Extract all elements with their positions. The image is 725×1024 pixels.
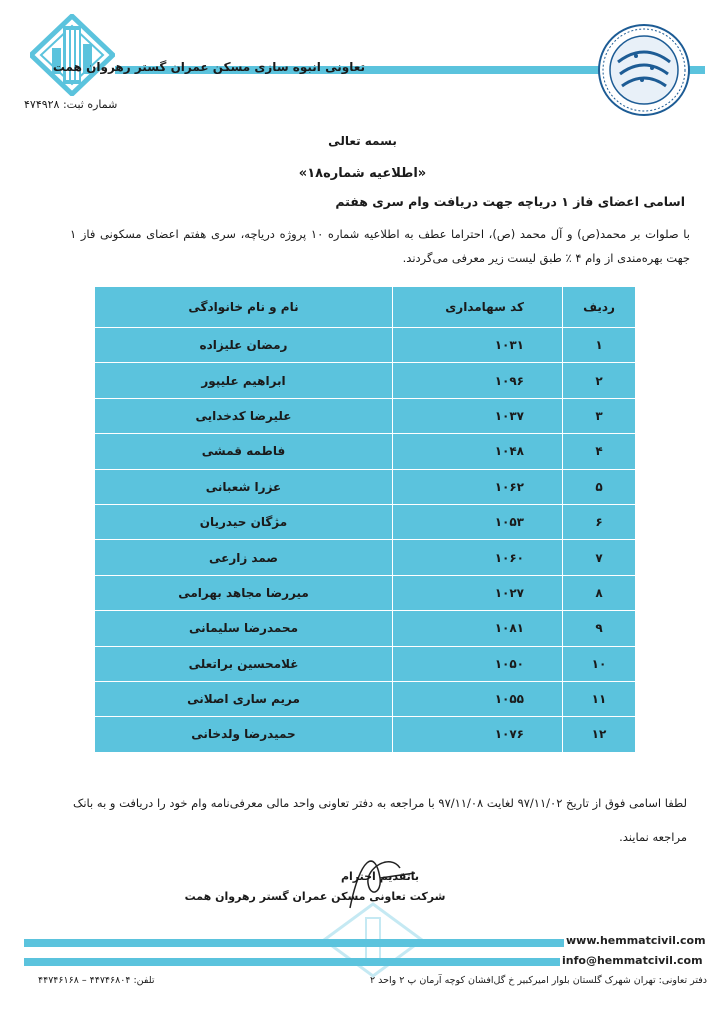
row-index: ۷ [563, 540, 636, 575]
website-link[interactable]: www.hemmatcivil.com [566, 934, 706, 947]
office-address: دفتر تعاونی: تهران شهرک گلستان بلوار امیرکبیر خ گل‌افشان کوچه آرمان پ ۲ واحد ۲ [370, 975, 707, 986]
row-code: ۱۰۳۱ [393, 328, 563, 363]
table-row [95, 611, 636, 646]
row-name: محمدرضا سلیمانی [95, 611, 393, 646]
row-name: صمد زارعی [95, 540, 393, 575]
row-name: میررضا مجاهد بهرامی [95, 575, 393, 610]
row-name: مریم ساری اصلانی [95, 681, 393, 716]
footer-accent-bar-2 [24, 958, 560, 966]
row-code: ۱۰۵۵ [393, 681, 563, 716]
table-row [95, 540, 636, 575]
row-name: حمیدرضا ولدخانی [95, 717, 393, 752]
table-header-row [95, 287, 636, 328]
table-row [95, 328, 636, 363]
table-row [95, 681, 636, 716]
table-row [95, 575, 636, 610]
row-index: ۱۱ [563, 681, 636, 716]
bismillah: بسمه تعالی [328, 134, 397, 148]
signer-name: شرکت تعاونی مسکن عمران گستر رهروان همت [184, 890, 446, 903]
row-index: ۹ [563, 611, 636, 646]
row-index: ۸ [563, 575, 636, 610]
row-name: رمضان علیزاده [95, 328, 393, 363]
header-name: نام و نام خانوادگی [95, 287, 393, 328]
row-code: ۱۰۳۷ [393, 398, 563, 433]
registration-number: شماره ثبت: ۴۷۴۹۲۸ [24, 98, 118, 111]
row-code: ۱۰۶۰ [393, 540, 563, 575]
row-code: ۱۰۲۷ [393, 575, 563, 610]
notice-title: «اطلاعیه شماره۱۸» [298, 166, 427, 181]
row-index: ۱۲ [563, 717, 636, 752]
row-code: ۱۰۷۶ [393, 717, 563, 752]
row-name: ابراهیم علیپور [95, 363, 393, 398]
row-name: غلامحسین براتعلی [95, 646, 393, 681]
email-link[interactable]: info@hemmatcivil.com [562, 954, 703, 967]
table-row [95, 398, 636, 433]
row-index: ۳ [563, 398, 636, 433]
row-index: ۱۰ [563, 646, 636, 681]
row-index: ۴ [563, 434, 636, 469]
row-index: ۱ [563, 328, 636, 363]
row-index: ۶ [563, 504, 636, 539]
table-row [95, 469, 636, 504]
table-row [95, 363, 636, 398]
company-seal [596, 22, 692, 118]
footer-accent-bar-1 [24, 939, 564, 947]
row-name: مژگان حیدریان [95, 504, 393, 539]
row-code: ۱۰۵۰ [393, 646, 563, 681]
header-code: کد سهامداری [393, 287, 563, 328]
company-title: تعاونی انبوه سازی مسکن عمران گستر رهروان همت [52, 60, 365, 74]
notice-intro: با صلوات بر محمد(ص) و آل محمد (ص)، احتراما عطف به اطلاعیه شماره ۱۰ پروژه دریاچه، سری هفتم اعضای مسکونی فاز ۱ جهت بهره‌مندی از وام ۴ ٪ طبق لیست زیر معرفی می‌گردند. [70, 227, 690, 265]
table-row [95, 646, 636, 681]
closing-text: لطفا اسامی فوق از تاریخ ۹۷/۱۱/۰۲ لغایت ۹۷/۱۱/۰۸ با مراجعه به دفتر تعاونی واحد مالی معرفی‌نامه وام خود را دریافت و به بانک مراجعه نمایند. [73, 796, 687, 844]
row-index: ۲ [563, 363, 636, 398]
row-name: عزرا شعبانی [95, 469, 393, 504]
notice-subject: اسامی اعضای فاز ۱ دریاچه جهت دریافت وام سری هفتم [335, 194, 685, 209]
table-row [95, 717, 636, 752]
row-code: ۱۰۵۳ [393, 504, 563, 539]
table-row [95, 504, 636, 539]
row-code: ۱۰۶۲ [393, 469, 563, 504]
row-name: فاطمه قمشی [95, 434, 393, 469]
row-code: ۱۰۴۸ [393, 434, 563, 469]
row-code: ۱۰۸۱ [393, 611, 563, 646]
office-phone: تلفن: ۴۴۷۴۶۸۰۴ – ۴۴۷۴۶۱۶۸ [38, 975, 155, 986]
closing-respect: باتقدیم احترام [340, 870, 420, 883]
table-row [95, 434, 636, 469]
header-index: ردیف [563, 287, 636, 328]
company-logo [30, 14, 115, 96]
row-name: علیرضا کدخدایی [95, 398, 393, 433]
row-index: ۵ [563, 469, 636, 504]
row-code: ۱۰۹۶ [393, 363, 563, 398]
members-table [94, 286, 636, 753]
